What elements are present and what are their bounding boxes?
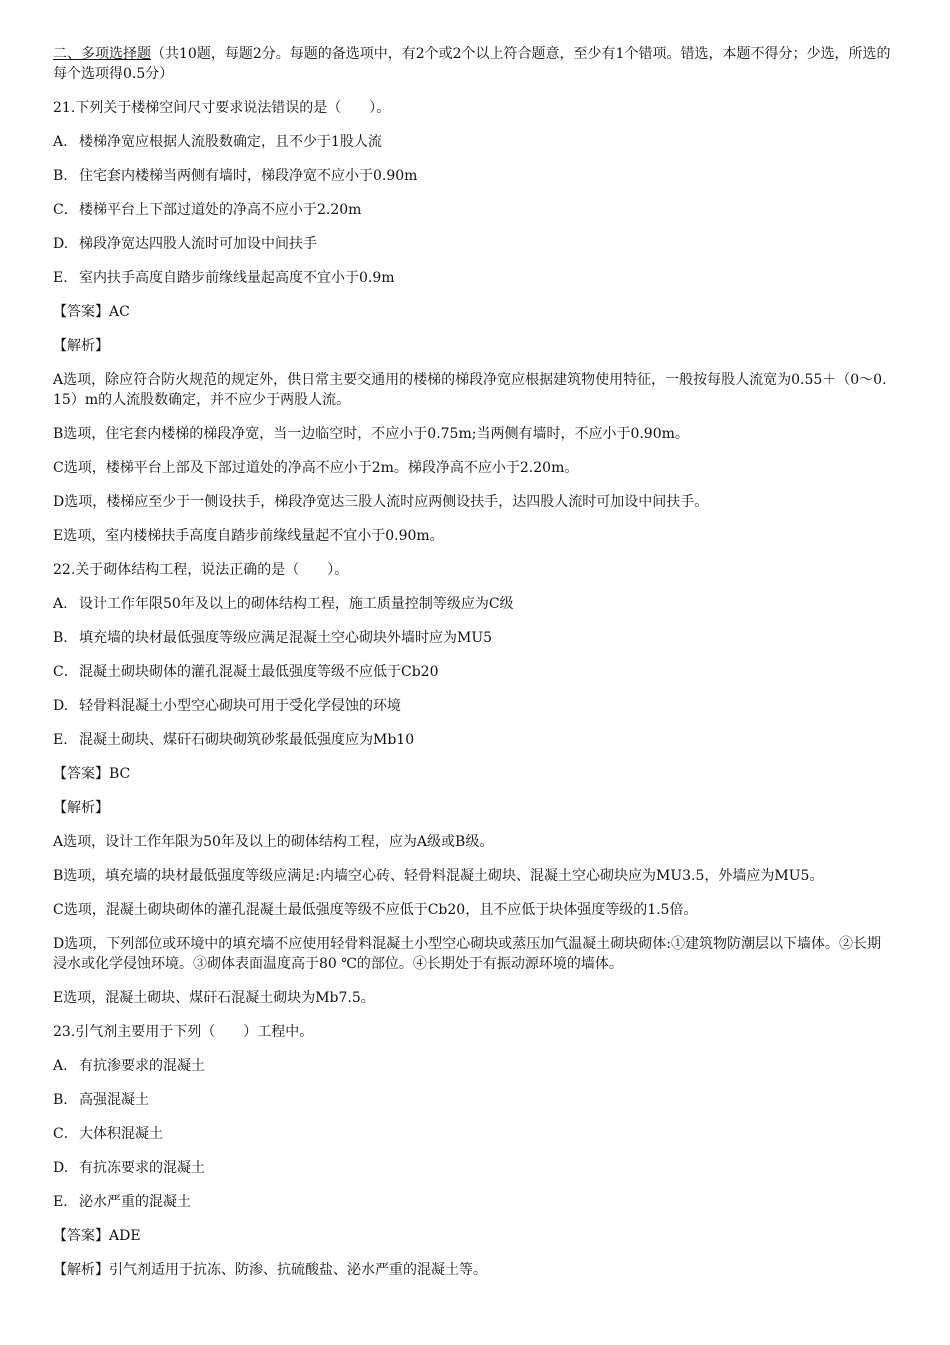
q22-analysis-a: A选项，设计工作年限为50年及以上的砌体结构工程，应为A级或B级。 xyxy=(53,834,494,850)
option-text: 有抗渗要求的混凝土 xyxy=(79,1058,205,1074)
option-letter: B. xyxy=(53,168,68,184)
q21-option-c xyxy=(53,200,893,220)
q22-option-c xyxy=(53,662,893,682)
q22-analysis-c: C选项，混凝土砌块砌体的灌孔混凝土最低强度等级不应低于Cb20，且不应低于块体强度等级的1.5倍。 xyxy=(53,902,698,918)
option-text: 住宅套内楼梯当两侧有墙时，梯段净宽不应小于0.90m xyxy=(79,168,418,184)
q22-analysis-e: E选项，混凝土砌块、煤矸石混凝土砌块为Mb7.5。 xyxy=(53,990,375,1006)
option-text: 混凝土砌块、煤矸石砌块砌筑砂浆最低强度应为Mb10 xyxy=(79,732,415,748)
q21-answer: 【答案】AC xyxy=(53,304,130,320)
q21-analysis-d: D选项，楼梯应至少于一侧设扶手，梯段净宽达三股人流时应两侧设扶手，达四股人流时可加设中间扶手。 xyxy=(53,494,709,510)
question-22-stem: 22.关于砌体结构工程，说法正确的是（ ）。 xyxy=(53,562,349,578)
q22-option-d xyxy=(53,696,893,716)
option-text: 泌水严重的混凝土 xyxy=(79,1194,191,1210)
option-letter: D. xyxy=(53,236,69,252)
q21-analysis-b: B选项，住宅套内楼梯的梯段净宽，当一边临空时，不应小于0.75m;当两侧有墙时，不应小于0.90m。 xyxy=(53,426,689,442)
option-letter: E. xyxy=(53,270,68,286)
q23-analysis: 【解析】引气剂适用于抗冻、防渗、抗硫酸盐、泌水严重的混凝土等。 xyxy=(53,1262,487,1278)
q21-analysis-c: C选项，楼梯平台上部及下部过道处的净高不应小于2m。梯段净高不应小于2.20m。 xyxy=(53,460,579,476)
q23-option-c xyxy=(53,1124,893,1144)
q23-option-a xyxy=(53,1056,893,1076)
q23-option-b xyxy=(53,1090,893,1110)
option-letter: B. xyxy=(53,630,68,646)
option-letter: E. xyxy=(53,1194,68,1210)
option-text: 梯段净宽达四股人流时可加设中间扶手 xyxy=(79,236,317,252)
q21-option-d xyxy=(53,234,893,254)
option-letter: A. xyxy=(53,1058,68,1074)
q22-analysis-d: D选项，下列部位或环境中的填充墙不应使用轻骨料混凝土小型空心砌块或蒸压加气温凝土砌块砌体:①建筑物防潮层以下墙体。②长期浸水或化学侵蚀环境。③砌体表面温度高于80 ℃的部位。④长期处于有振动源环境的墙体。 xyxy=(53,936,881,972)
q22-analysis-b: B选项，填充墙的块材最低强度等级应满足:内墙空心砖、轻骨料混凝土砌块、混凝土空心砌块应为MU3.5，外墙应为MU5。 xyxy=(53,868,824,884)
option-letter: C． xyxy=(53,664,78,680)
question-23-stem: 23.引气剂主要用于下列（ ）工程中。 xyxy=(53,1024,314,1040)
q22-option-e xyxy=(53,730,893,750)
option-text: 填充墙的块材最低强度等级应满足混凝土空心砌块外墙时应为MU5 xyxy=(79,630,493,646)
section-title: 二、多项选择题 xyxy=(53,46,151,62)
option-text: 楼梯平台上下部过道处的净高不应小于2.20m xyxy=(79,202,362,218)
q21-analysis-label: 【解析】 xyxy=(53,338,109,354)
option-text: 混凝土砌块砌体的灌孔混凝土最低强度等级不应低于Cb20 xyxy=(79,664,439,680)
option-text: 有抗冻要求的混凝土 xyxy=(79,1160,205,1176)
q22-analysis-label: 【解析】 xyxy=(53,800,109,816)
option-letter: C． xyxy=(53,202,78,218)
option-text: 楼梯净宽应根据人流股数确定，且不少于1股人流 xyxy=(79,134,382,150)
section-description: （共10题，每题2分。每题的备选项中，有2个或2个以上符合题意，至少有1个错项。错选，本题不得分；少选，所选的每个选项得0.5分） xyxy=(53,46,891,82)
q23-option-e xyxy=(53,1192,893,1212)
q21-analysis-a: A选项，除应符合防火规范的规定外，供日常主要交通用的楼梯的梯段净宽应根据建筑物使用特征，一般按每股人流宽为0.55＋（0～0.15）m的人流股数确定，并不应少于两股人流。 xyxy=(53,372,887,408)
option-letter: B. xyxy=(53,1092,68,1108)
option-text: 室内扶手高度自踏步前缘线量起高度不宜小于0.9m xyxy=(79,270,395,286)
option-text: 设计工作年限50年及以上的砌体结构工程，施工质量控制等级应为C级 xyxy=(79,596,514,612)
q21-analysis-e: E选项，室内楼梯扶手高度自踏步前缘线量起不宜小于0.90m。 xyxy=(53,528,444,544)
section-header xyxy=(53,44,893,84)
document-page xyxy=(53,44,893,1280)
question-21-stem: 21.下列关于楼梯空间尺寸要求说法错误的是（ ）。 xyxy=(53,100,391,116)
q23-option-d xyxy=(53,1158,893,1178)
q21-option-e xyxy=(53,268,893,288)
option-text: 高强混凝土 xyxy=(79,1092,149,1108)
option-text: 轻骨料混凝土小型空心砌块可用于受化学侵蚀的环境 xyxy=(79,698,401,714)
option-letter: E. xyxy=(53,732,68,748)
option-letter: A. xyxy=(53,596,68,612)
option-letter: D. xyxy=(53,1160,69,1176)
option-letter: A. xyxy=(53,134,68,150)
q21-option-a xyxy=(53,132,893,152)
q21-option-b xyxy=(53,166,893,186)
option-text: 大体积混凝土 xyxy=(79,1126,163,1142)
option-letter: C． xyxy=(53,1126,78,1142)
q22-option-a xyxy=(53,594,893,614)
option-letter: D. xyxy=(53,698,69,714)
q23-answer: 【答案】ADE xyxy=(53,1228,141,1244)
q22-option-b xyxy=(53,628,893,648)
q22-answer: 【答案】BC xyxy=(53,766,131,782)
